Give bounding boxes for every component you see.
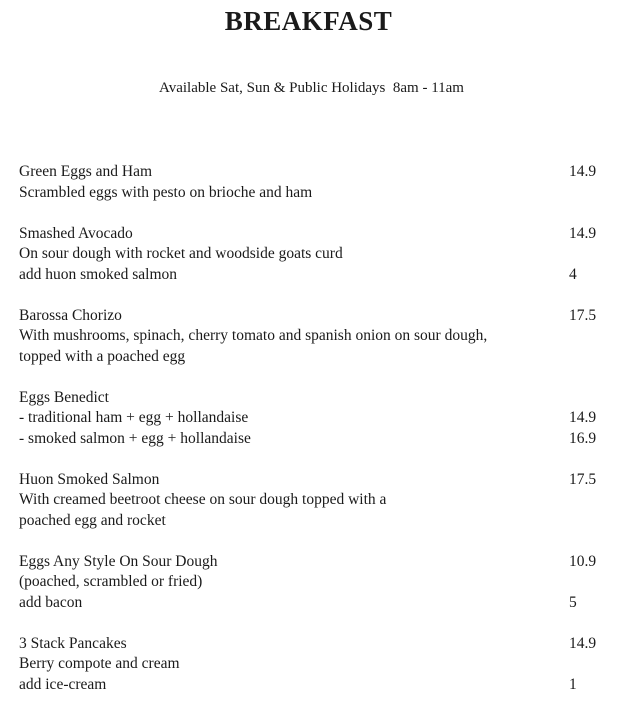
menu-item-description [19, 593, 600, 614]
menu-item-description [19, 429, 600, 450]
menu-item-text: Eggs Any Style On Sour Dough [19, 552, 218, 570]
menu-item-price: 14.9 [569, 163, 597, 180]
menu-item-name [19, 470, 600, 491]
menu-item [19, 552, 600, 614]
menu-item [19, 470, 600, 532]
menu-item-name [19, 306, 600, 327]
menu-item [19, 634, 600, 696]
menu-item-description [19, 265, 600, 286]
menu-item [19, 388, 600, 450]
menu-item-text: Berry compote and cream [19, 655, 180, 672]
menu-item-text: add bacon [19, 593, 83, 611]
menu-item-text: Smashed Avocado [19, 224, 133, 242]
menu-item-text: - traditional ham + egg + hollandaise [19, 409, 249, 426]
menu-item-name [19, 634, 600, 655]
menu-item-text: With mushrooms, spinach, cherry tomato and spanish onion on sour dough, [19, 327, 488, 344]
menu-item-text: Scrambled eggs with pesto on brioche and ham [19, 183, 313, 201]
menu-item-text: Barossa Chorizo [19, 306, 122, 324]
menu-item-price: 4 [569, 265, 577, 283]
availability-note: Available Sat, Sun & Public Holidays 8am - 11am [159, 80, 464, 96]
menu-item-description [19, 572, 600, 593]
menu-item-description [19, 183, 600, 204]
menu-item-price: 17.5 [569, 306, 597, 324]
menu-item-description [19, 511, 600, 532]
menu-item-text: 3 Stack Pancakes [19, 634, 127, 652]
menu-item-text: (poached, scrambled or fried) [19, 573, 203, 590]
menu-list [19, 162, 600, 716]
menu-item-price: 16.9 [569, 429, 597, 447]
menu-item-text: topped with a poached egg [19, 347, 186, 365]
menu-item-name [19, 388, 600, 409]
menu-title: BREAKFAST [224, 6, 393, 36]
menu-item-description [19, 408, 600, 429]
menu-item-description [19, 490, 600, 511]
menu-item-text: - smoked salmon + egg + hollandaise [19, 429, 251, 447]
menu-item-description [19, 675, 600, 696]
menu-item-text: Green Eggs and Ham [19, 163, 152, 180]
menu-item-text: add huon smoked salmon [19, 265, 177, 283]
menu-item-name [19, 552, 600, 573]
menu-item-price: 1 [569, 675, 577, 693]
menu-item-price: 14.9 [569, 409, 597, 426]
menu-item-price: 14.9 [569, 634, 597, 652]
menu-item-description [19, 326, 600, 347]
menu-item-text: Eggs Benedict [19, 388, 109, 406]
menu-item-text: add ice-cream [19, 675, 107, 693]
menu-item-price: 5 [569, 593, 577, 611]
menu-item-price: 14.9 [569, 224, 597, 242]
menu-item-text: Huon Smoked Salmon [19, 470, 160, 488]
menu-item-name [19, 224, 600, 245]
menu-item-text: With creamed beetroot cheese on sour dough topped with a [19, 491, 387, 508]
menu-item-text: poached egg and rocket [19, 511, 166, 529]
menu-item-text: On sour dough with rocket and woodside goats curd [19, 245, 343, 262]
menu-item-description [19, 654, 600, 675]
menu-item [19, 162, 600, 203]
menu-item-price: 17.5 [569, 470, 597, 488]
menu-item-price: 10.9 [569, 552, 597, 570]
menu-item-description [19, 244, 600, 265]
menu-item [19, 224, 600, 286]
menu-item-name [19, 162, 600, 183]
menu-item [19, 306, 600, 368]
menu-item-description [19, 347, 600, 368]
